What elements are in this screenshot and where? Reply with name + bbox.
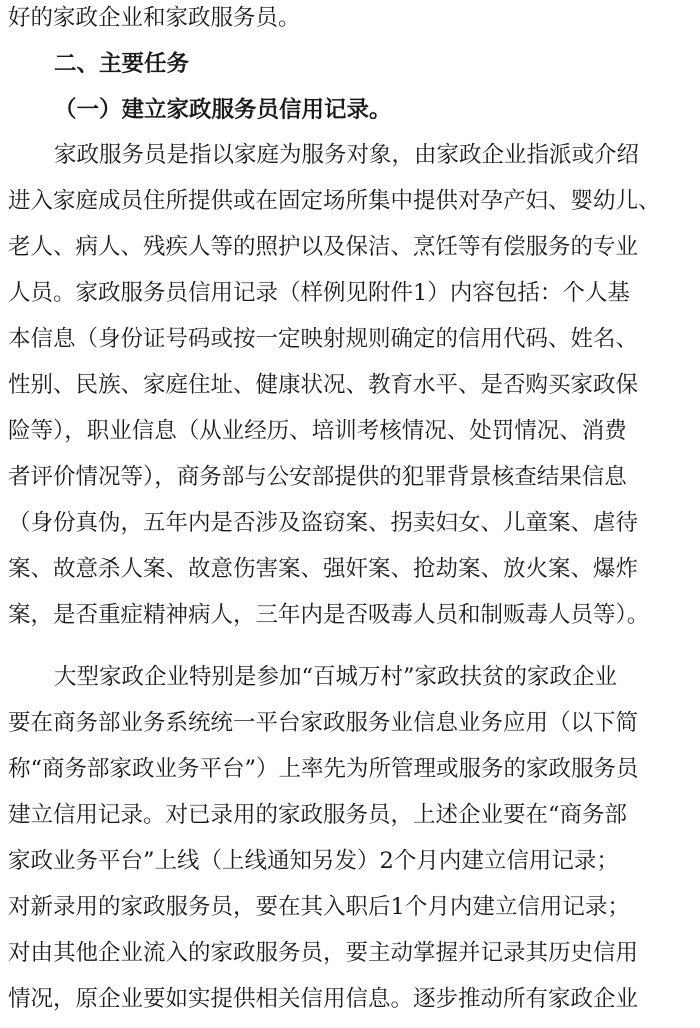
paragraph-line: 本信息（身份证号码或按一定映射规则确定的信用代码、姓名、 — [8, 326, 639, 352]
paragraph-line: 情况，原企业要如实提供相关信用信息。逐步推动所有家政企业 — [8, 986, 639, 1012]
paragraph-line: 要在商务部业务系统统一平台家政服务业信息业务应用（以下简 — [8, 710, 639, 736]
paragraph-line: 者评价情况等），商务部与公安部提供的犯罪背景核查结果信息 — [8, 464, 627, 490]
text-line: 好的家政企业和家政服务员。 — [8, 5, 301, 31]
paragraph-line: 进入家庭成员住所提供或在固定场所集中提供对孕产妇、婴幼儿、 — [8, 188, 661, 214]
paragraph-line: 案、故意杀人案、故意伤害案、强奸案、抢劫案、放火案、爆炸 — [8, 556, 639, 582]
paragraph-line: 险等），职业信息（从业经历、培训考核情况、处罚情况、消费 — [8, 418, 627, 444]
paragraph-line: 老人、病人、残疾人等的照护以及保洁、烹饪等有偿服务的专业 — [8, 234, 639, 260]
paragraph-line: 建立信用记录。对已录用的家政服务员，上述企业要在“商务部 — [8, 802, 628, 828]
paragraph-line: 性别、民族、家庭住址、健康状况、教育水平、是否购买家政保 — [8, 372, 639, 398]
paragraph-line: 大型家政企业特别是参加“百城万村”家政扶贫的家政企业 — [54, 664, 618, 690]
paragraph-line: 人员。家政服务员信用记录（样例见附件1）内容包括：个人基 — [8, 280, 630, 306]
paragraph-line: 家政服务员是指以家庭为服务对象，由家政企业指派或介绍 — [54, 142, 640, 168]
paragraph-line: 案，是否重症精神病人，三年内是否吸毒人员和制贩毒人员等）。 — [8, 602, 650, 628]
paragraph-line: 对新录用的家政服务员，要在其入职后1个月内建立信用记录； — [8, 894, 630, 920]
paragraph-line: 称“商务部家政业务平台”）上率先为所管理或服务的家政服务员 — [8, 756, 639, 782]
paragraph-line: （身份真伪，五年内是否涉及盗窃案、拐卖妇女、儿童案、虐待 — [8, 510, 639, 536]
paragraph-line: 家政业务平台”上线（上线通知另发）2个月内建立信用记录； — [8, 848, 619, 874]
paragraph-line: 对由其他企业流入的家政服务员，要主动掌握并记录其历史信用 — [8, 940, 639, 966]
subsection-heading: （一）建立家政服务员信用记录。 — [54, 97, 392, 123]
section-heading: 二、主要任务 — [54, 51, 190, 77]
